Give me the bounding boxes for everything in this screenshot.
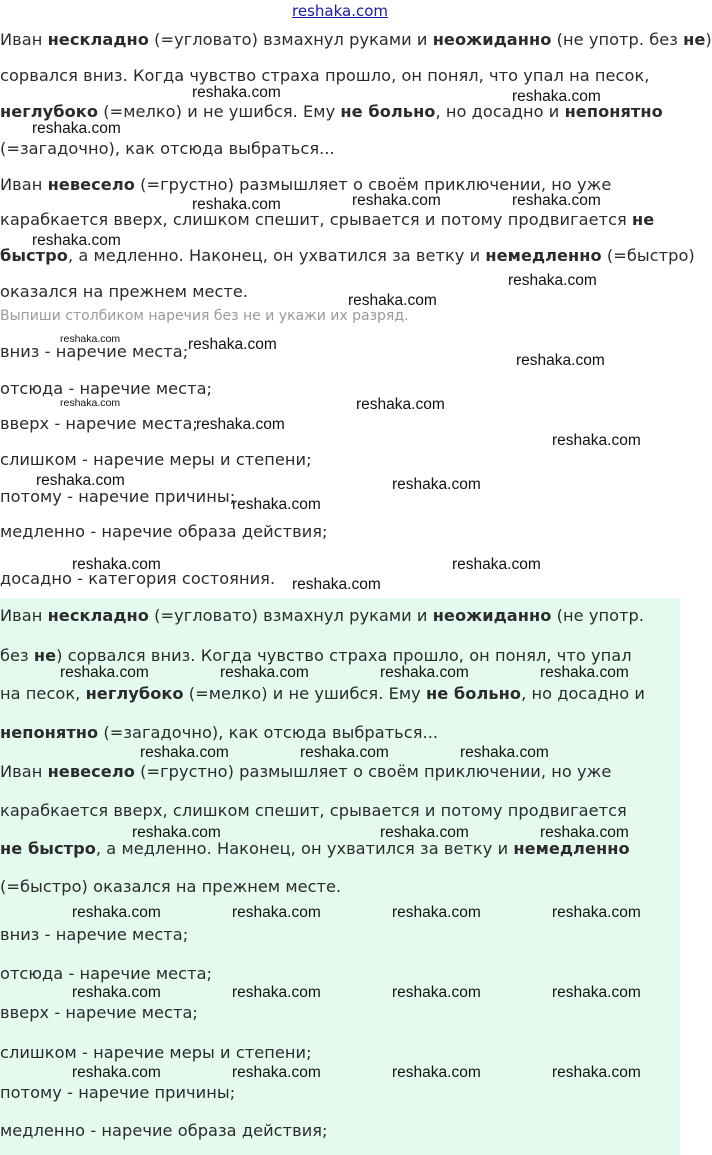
text-segment: карабкается вверх, слишком спешит, срывается и потому продвигается: [0, 210, 633, 229]
text-segment: , а медленно. Наконец, он ухватился за ветку и: [95, 839, 514, 858]
bold-adverb: не больно: [425, 684, 522, 703]
watermark: reshaka.com: [192, 196, 281, 213]
bold-adverb: не: [632, 210, 655, 229]
text-segment: Иван: [0, 762, 48, 781]
watermark: reshaka.com: [60, 397, 121, 409]
text-line: [0, 801, 627, 820]
watermark: reshaka.com: [292, 576, 381, 593]
text-line: [0, 282, 248, 301]
text-segment: Иван: [0, 606, 48, 625]
bold-adverb: неожиданно: [432, 30, 552, 49]
text-line: [0, 210, 654, 229]
page-header: [0, 0, 680, 24]
text-segment: (=мелко) и не ушибся. Ему: [98, 102, 341, 121]
answer-item: досадно - категория состояния.: [0, 569, 276, 588]
watermark: reshaka.com: [552, 1064, 641, 1081]
answer-item: отсюда - наречие места;: [0, 964, 213, 983]
watermark: reshaka.com: [552, 432, 641, 449]
bold-adverb: несклaдно: [47, 30, 149, 49]
watermark: reshaka.com: [352, 192, 441, 209]
answer-item: вниз - наречие места;: [0, 925, 189, 944]
bold-adverb: неглубоко: [0, 102, 99, 121]
watermark: reshaka.com: [392, 1064, 481, 1081]
watermark: reshaka.com: [188, 336, 277, 353]
text-segment: ): [705, 30, 712, 49]
answer-item: вверх - наречие места;: [0, 1003, 198, 1022]
text-segment: (=загадочно), как отсюда выбраться...: [0, 139, 335, 158]
watermark: reshaka.com: [348, 292, 437, 309]
bold-adverb: неожиданно: [432, 606, 552, 625]
text-line: [0, 839, 630, 858]
watermark: reshaka.com: [60, 333, 121, 345]
answer-item: вниз - наречие места;: [0, 342, 189, 361]
answer-item: слишком - наречие меры и степени;: [0, 1043, 312, 1062]
watermark: reshaka.com: [132, 824, 221, 841]
bold-adverb: непонятно: [0, 723, 99, 742]
text-line: [0, 723, 438, 742]
watermark: reshaka.com: [380, 824, 469, 841]
bold-adverb: немедленно: [513, 839, 630, 858]
watermark: reshaka.com: [460, 744, 549, 761]
watermark: reshaka.com: [552, 904, 641, 921]
text-line: [0, 684, 645, 703]
watermark: reshaka.com: [72, 984, 161, 1001]
watermark: reshaka.com: [540, 824, 629, 841]
text-segment: сорвался вниз. Когда чувство страха прошло, он понял, что упал на песок,: [0, 66, 650, 85]
text-line: [0, 646, 632, 665]
text-segment: , но досадно и: [435, 102, 565, 121]
text-segment: (=угловато) взмахнул руками и: [148, 606, 433, 625]
answer-item: потому - наречие причины;: [0, 1083, 236, 1102]
text-line: [0, 877, 341, 896]
text-segment: (=быстро): [601, 246, 695, 265]
task-instruction: Выпиши столбиком наречия без не и укажи их разряд.: [0, 308, 409, 324]
watermark: reshaka.com: [32, 232, 121, 249]
answer-item: отсюда - наречие места;: [0, 379, 213, 398]
watermark: reshaka.com: [60, 664, 149, 681]
watermark: reshaka.com: [192, 84, 281, 101]
text-segment: оказался на прежнем месте.: [0, 282, 249, 301]
watermark: reshaka.com: [508, 272, 597, 289]
text-segment: , а медленно. Наконец, он ухватился за ветку и: [67, 246, 486, 265]
watermark: reshaka.com: [380, 664, 469, 681]
text-segment: Иван: [0, 175, 48, 194]
text-segment: (не употр. без: [551, 30, 684, 49]
text-segment: без: [0, 646, 34, 665]
text-segment: Иван: [0, 30, 48, 49]
watermark: reshaka.com: [72, 904, 161, 921]
text-segment: (=быстро) оказался на прежнем месте.: [0, 877, 342, 896]
bold-adverb: неглубоко: [85, 684, 184, 703]
watermark: reshaka.com: [196, 416, 285, 433]
watermark: reshaka.com: [540, 664, 629, 681]
watermark: reshaka.com: [72, 556, 161, 573]
text-segment: на песок,: [0, 684, 86, 703]
text-segment: (=загадочно), как отсюда выбраться...: [98, 723, 439, 742]
watermark: reshaka.com: [232, 496, 321, 513]
watermark: reshaka.com: [232, 984, 321, 1001]
bold-adverb: быстро: [0, 246, 68, 265]
watermark: reshaka.com: [392, 904, 481, 921]
text-line: [0, 66, 649, 85]
watermark: reshaka.com: [512, 192, 601, 209]
bold-adverb: непонятно: [564, 102, 663, 121]
watermark: reshaka.com: [452, 556, 541, 573]
answer-item: слишком - наречие меры и степени;: [0, 450, 312, 469]
watermark: reshaka.com: [552, 984, 641, 1001]
bold-adverb: не больно: [340, 102, 436, 121]
text-segment: (=мелко) и не ушибся. Ему: [183, 684, 426, 703]
bold-adverb: немедленно: [485, 246, 602, 265]
bold-adverb: не быстро: [0, 839, 96, 858]
watermark: reshaka.com: [356, 396, 445, 413]
watermark: reshaka.com: [300, 744, 389, 761]
text-segment: (=угловато) взмахнул руками и: [148, 30, 433, 49]
watermark: reshaka.com: [32, 120, 121, 137]
text-line: [0, 30, 712, 49]
bold-adverb: невесело: [47, 175, 135, 194]
bold-adverb: невесело: [47, 762, 135, 781]
watermark: reshaka.com: [232, 1064, 321, 1081]
watermark: reshaka.com: [512, 88, 601, 105]
watermark: reshaka.com: [140, 744, 229, 761]
answer-item: потому - наречие причины;: [0, 487, 236, 506]
site-link[interactable]: reshaka.com: [292, 2, 388, 20]
watermark: reshaka.com: [36, 472, 125, 489]
watermark: reshaka.com: [220, 664, 309, 681]
text-line: [0, 139, 335, 158]
text-segment: (=грустно) размышляет о своём приключении, но уже: [134, 762, 612, 781]
answer-item: медленно - наречие образа действия;: [0, 1121, 328, 1140]
bold-adverb: нескладно: [47, 606, 149, 625]
text-segment: (не употр.: [551, 606, 645, 625]
watermark: reshaka.com: [232, 904, 321, 921]
text-segment: (=грустно) размышляет о своём приключении, но уже: [134, 175, 612, 194]
bold-adverb: не: [33, 646, 57, 665]
watermark: reshaka.com: [392, 476, 481, 493]
text-line: [0, 606, 644, 625]
bold-adverb: не: [683, 30, 706, 49]
watermark: reshaka.com: [72, 1064, 161, 1081]
watermark: reshaka.com: [392, 984, 481, 1001]
text-segment: карабкается вверх, слишком спешит, срывается и потому продвигается: [0, 801, 627, 820]
answer-item: медленно - наречие образа действия;: [0, 522, 328, 541]
text-segment: , но досадно и: [521, 684, 645, 703]
text-line: [0, 762, 611, 781]
watermark: reshaka.com: [516, 352, 605, 369]
text-segment: ) сорвался вниз. Когда чувство страха прошло, он понял, что упал: [56, 646, 632, 665]
answer-item: вверх - наречие места;: [0, 414, 198, 433]
